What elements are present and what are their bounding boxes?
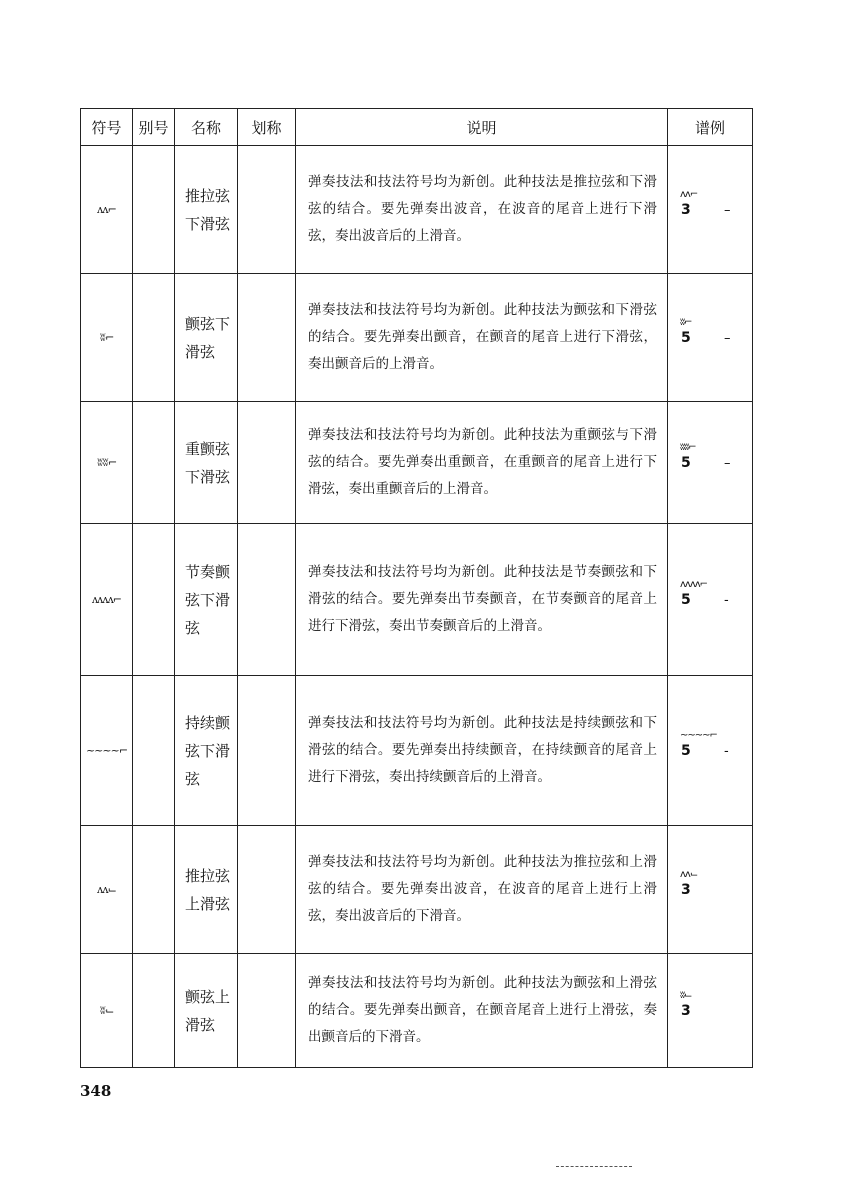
table-row (81, 524, 753, 676)
example-dash: - (724, 743, 729, 759)
abbr-cell (238, 146, 296, 274)
example-cell (668, 274, 753, 402)
header-example: 谱例 (668, 109, 753, 146)
alias-cell (133, 146, 175, 274)
symbol-cell: ~~~~⌐ (81, 676, 133, 826)
table-row (81, 954, 753, 1068)
symbol-cell: ʬʬ⌐ (81, 402, 133, 524)
example-note: 5 (681, 591, 691, 608)
abbr-cell (238, 524, 296, 676)
example-note: 3 (681, 881, 691, 898)
symbol-cell: ʌʌʌʌ⌐ (81, 524, 133, 676)
example-ornament: ʬ⌙ (680, 989, 692, 1001)
header-abbr: 划称 (238, 109, 296, 146)
bottom-rule (556, 1166, 632, 1167)
alias-cell (133, 826, 175, 954)
table-header-row (81, 109, 753, 146)
technique-table-container (80, 108, 752, 1068)
example-ornament: ʌʌ⌐ (680, 188, 698, 200)
symbol-cell: ʌʌ⌐ (81, 146, 133, 274)
alias-cell (133, 274, 175, 402)
description-cell: 弹奏技法和技法符号均为新创。此种技法是推拉弦和下滑弦的结合。要先弹奏出波音，在波音的尾音上进行下滑弦，奏出波音后的上滑音。 (296, 146, 668, 274)
alias-cell (133, 954, 175, 1068)
abbr-cell (238, 954, 296, 1068)
technique-table (80, 108, 753, 1068)
example-ornament: ʌʌ⌙ (680, 868, 698, 880)
abbr-cell (238, 826, 296, 954)
symbol-cell: ʬ⌙ (81, 954, 133, 1068)
name-cell: 持续颤弦下滑弦 (175, 676, 238, 826)
table-row (81, 826, 753, 954)
table-row (81, 146, 753, 274)
example-cell (668, 524, 753, 676)
example-cell (668, 676, 753, 826)
example-cell (668, 402, 753, 524)
symbol-cell: ʬ⌐ (81, 274, 133, 402)
name-cell: 节奏颤弦下滑弦 (175, 524, 238, 676)
abbr-cell (238, 402, 296, 524)
example-cell (668, 146, 753, 274)
description-cell: 弹奏技法和技法符号均为新创。此种技法是持续颤弦和下滑弦的结合。要先弹奏出持续颤音，在持续颤音的尾音上进行下滑弦，奏出持续颤音后的上滑音。 (296, 676, 668, 826)
example-dash: - (724, 592, 729, 608)
header-name: 名称 (175, 109, 238, 146)
example-cell (668, 826, 753, 954)
example-ornament: ʬʬ⌐ (680, 441, 696, 453)
table-row (81, 274, 753, 402)
example-note: 3 (681, 201, 691, 218)
description-cell: 弹奏技法和技法符号均为新创。此种技法为颤弦和下滑弦的结合。要先弹奏出颤音，在颤音的尾音上进行下滑弦，奏出颤音后的上滑音。 (296, 274, 668, 402)
description-cell: 弹奏技法和技法符号均为新创。此种技法为颤弦和上滑弦的结合。要先弹奏出颤音，在颤音尾音上进行上滑弦，奏出颤音后的下滑音。 (296, 954, 668, 1068)
alias-cell (133, 524, 175, 676)
header-description: 说明 (296, 109, 668, 146)
symbol-cell: ʌʌ⌙ (81, 826, 133, 954)
example-ornament: ʬ⌐ (680, 316, 692, 328)
name-cell: 颤弦上滑弦 (175, 954, 238, 1068)
example-dash: – (724, 202, 731, 218)
description-cell: 弹奏技法和技法符号均为新创。此种技法是节奏颤弦和下滑弦的结合。要先弹奏出节奏颤音，在节奏颤音的尾音上进行下滑弦，奏出节奏颤音后的上滑音。 (296, 524, 668, 676)
example-note: 5 (681, 329, 691, 346)
abbr-cell (238, 274, 296, 402)
table-row (81, 402, 753, 524)
name-cell: 重颤弦下滑弦 (175, 402, 238, 524)
abbr-cell (238, 676, 296, 826)
alias-cell (133, 676, 175, 826)
example-note: 5 (681, 742, 691, 759)
example-ornament: ~~~~⌐ (680, 729, 717, 741)
example-note: 3 (681, 1002, 691, 1019)
example-dash: – (724, 330, 731, 346)
name-cell: 颤弦下滑弦 (175, 274, 238, 402)
example-ornament: ʌʌʌʌ⌐ (680, 578, 708, 590)
header-alias: 别号 (133, 109, 175, 146)
header-symbol: 符号 (81, 109, 133, 146)
name-cell: 推拉弦下滑弦 (175, 146, 238, 274)
alias-cell (133, 402, 175, 524)
example-note: 5 (681, 454, 691, 471)
example-dash: – (724, 455, 731, 471)
description-cell: 弹奏技法和技法符号均为新创。此种技法为推拉弦和上滑弦的结合。要先弹奏出波音，在波音的尾音上进行上滑弦，奏出波音后的下滑音。 (296, 826, 668, 954)
name-cell: 推拉弦上滑弦 (175, 826, 238, 954)
table-row (81, 676, 753, 826)
example-cell (668, 954, 753, 1068)
description-cell: 弹奏技法和技法符号均为新创。此种技法为重颤弦与下滑弦的结合。要先弹奏出重颤音，在重颤音的尾音上进行下滑弦，奏出重颤音后的上滑音。 (296, 402, 668, 524)
page-number: 348 (80, 1082, 112, 1100)
